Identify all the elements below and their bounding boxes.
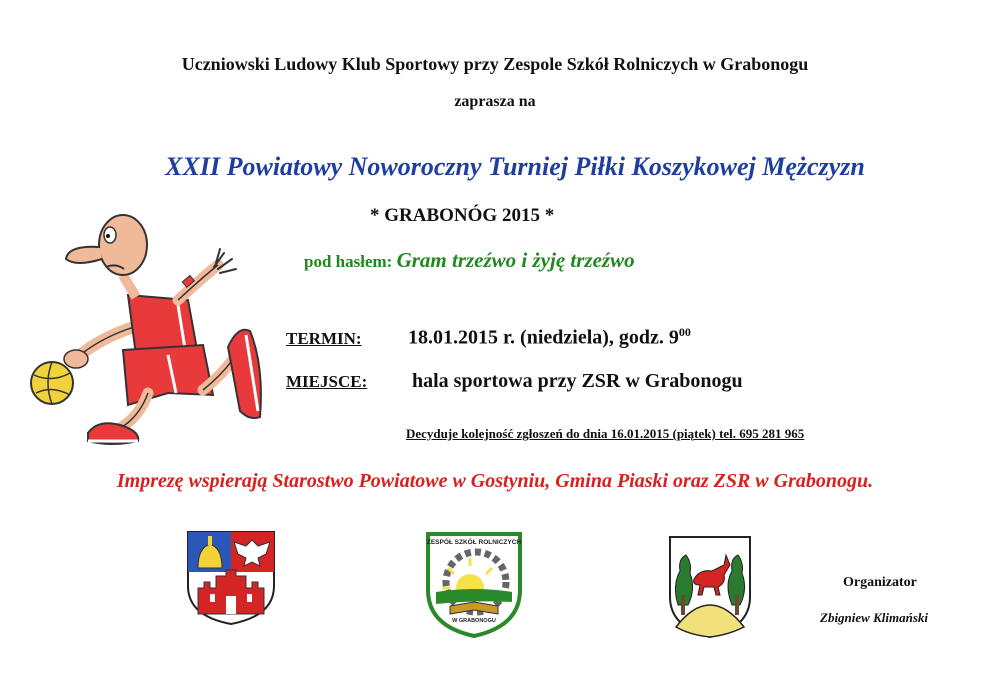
gmina-coat-of-arms-logo (668, 535, 752, 639)
termin-label: TERMIN: (286, 328, 362, 348)
registration-note: Decyduje kolejność zgłoszeń do dnia 16.01.2015 (piątek) tel. 695 281 965 (406, 426, 805, 441)
termin-row (286, 325, 691, 350)
motto-slogan: Gram trzeźwo i żyję trzeźwo (396, 248, 635, 272)
motto-prefix: pod hasłem: (304, 252, 393, 271)
miejsce-value: hala sportowa przy ZSR w Grabonogu (412, 370, 743, 392)
invite-text: zaprasza na (454, 93, 536, 110)
school-logo-bottom-text: W GRABONOGU (452, 618, 496, 624)
miejsce-label: MIEJSCE: (286, 372, 368, 391)
miejsce-row (286, 370, 743, 393)
organizer-name: Zbigniew Klimański (820, 610, 928, 625)
motto (304, 248, 635, 273)
termin-value: 18.01.2015 r. (niedziela), godz. 9 (408, 326, 679, 349)
school-logo-top-text: ZESPÓŁ SZKÓŁ ROLNICZYCH (426, 539, 522, 546)
organizer-label: Organizator (843, 575, 917, 590)
event-subtitle: * GRABONÓG 2015 * (370, 205, 555, 226)
basketball-player-illustration (28, 205, 268, 450)
organizer-line: Uczniowski Ludowy Klub Sportowy przy Zespole Szkół Rolniczych w Grabonogu (181, 54, 809, 74)
termin-time-sup: 00 (678, 325, 691, 339)
support-line: Imprezę wspierają Starostwo Powiatowe w Gostyniu, Gmina Piaski oraz ZSR w Grabonogu. (116, 470, 874, 492)
event-title: XXII Powiatowy Noworoczny Turniej Piłki Koszykowej Mężczyzn (165, 152, 865, 181)
powiat-coat-of-arms-logo (186, 530, 276, 626)
school-logo (424, 530, 524, 638)
